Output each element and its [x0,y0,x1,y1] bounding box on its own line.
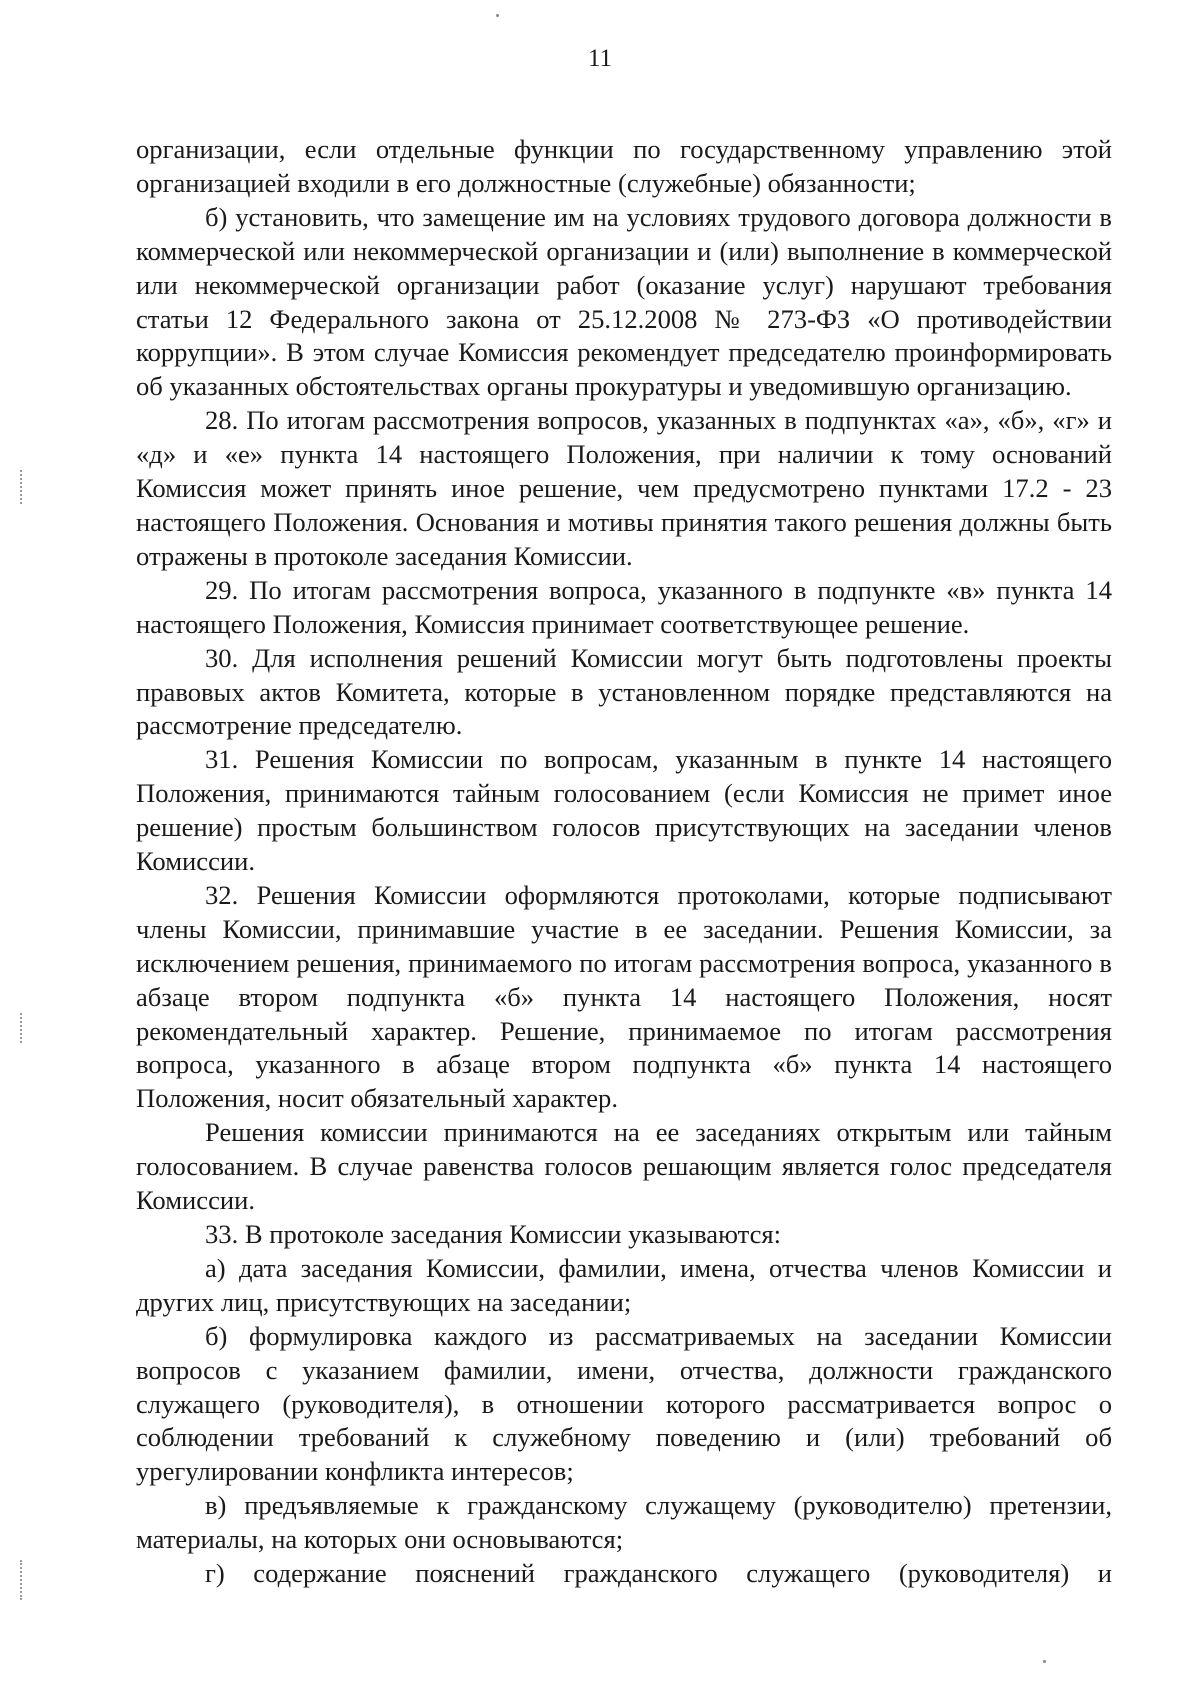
paragraph-item-32: 32. Решения Комиссии оформляются протоколами, которые подписывают члены Комиссии, принимавшие участие в ее заседании. Решения Комиссии, за исключением решения, принимаемого по итогам рассмотрения вопроса, указанного в абзаце втором подпункта «б» пункта 14 настоящего Положения, носят рекомендательный характер. Решение, принимаемое по итогам рассмотрения вопроса, указанного в абзаце втором подпункта «б» пункта 14 настоящего Положения, носит обязательный характер. [136,879,1112,1114]
paragraph-item-29: 29. По итогам рассмотрения вопроса, указанного в подпункте «в» пункта 14 настоящего Положения, Комиссия принимает соответствующее решение. [136,574,1112,639]
paragraph-continuation: организации, если отдельные функции по государственному управлению этой организацией входили в его должностные (служебные) обязанности; [136,134,1112,198]
paragraph-item-28: 28. По итогам рассмотрения вопросов, указанных в подпунктах «а», «б», «г» и «д» и «е» пункта 14 настоящего Положения, при наличии к тому оснований Комиссия может принять иное решение, чем предусмотрено пунктами 17.2 - 23 настоящего Положения. Основания и мотивы принятия такого решения должны быть отражены в протоколе заседания Комиссии. [136,405,1112,571]
paragraph-subitem-a: а) дата заседания Комиссии, фамилии, имена, отчества членов Комиссии и других лиц, присутствующих на заседании; [136,1252,1112,1317]
paragraph-item-33: 33. В протоколе заседания Комиссии указываются: [205,1219,781,1249]
paragraph-item-31: 31. Решения Комиссии по вопросам, указанным в пункте 14 настоящего Положения, принимаются тайным голосованием (если Комиссия не примет иное решение) простым большинством голосов присутствующих на заседании членов Комиссии. [136,744,1112,877]
scan-binding-mark [20,1560,24,1600]
scan-speck [496,14,499,17]
document-body [136,133,1112,1591]
paragraph-subitem-b-2: б) формулировка каждого из рассматриваемых на заседании Комиссии вопросов с указанием фамилии, имени, отчества, должности гражданского служащего (руководителя), в отношении которого рассматривается вопрос о соблюдении требований к служебному поведению и (или) требований об урегулировании конфликта интересов; [136,1320,1112,1487]
paragraph-subitem-g: г) содержание пояснений гражданского служащего (руководителя) и [205,1558,1112,1589]
page-number: 11 [587,45,613,72]
paragraph-subitem-b: б) установить, что замещение им на условиях трудового договора должности в коммерческой или некоммерческой организации и (или) выполнение в коммерческой или некоммерческой организации работ (оказание услуг) нарушают требования статьи 12 Федерального закона от 25.12.2008 № 273-ФЗ «О противодействии коррупции». В этом случае Комиссия рекомендует председателю проинформировать об указанных обстоятельствах органы прокуратуры и уведомившую организацию. [136,201,1112,402]
paragraph-decisions-voting: Решения комиссии принимаются на ее заседаниях открытым или тайным голосованием. В случае равенства голосов решающим является голос председателя Комиссии. [136,1117,1112,1216]
scan-binding-mark [20,1013,24,1043]
paragraph-item-30: 30. Для исполнения решений Комиссии могут быть подготовлены проекты правовых актов Комитета, которые в установленном порядке представляются на рассмотрение председателю. [136,642,1112,741]
paragraph-subitem-v: в) предъявляемые к гражданскому служащему (руководителю) претензии, материалы, на которых они основываются; [136,1490,1112,1555]
scan-binding-mark [20,470,24,504]
scan-speck [1043,1660,1046,1663]
